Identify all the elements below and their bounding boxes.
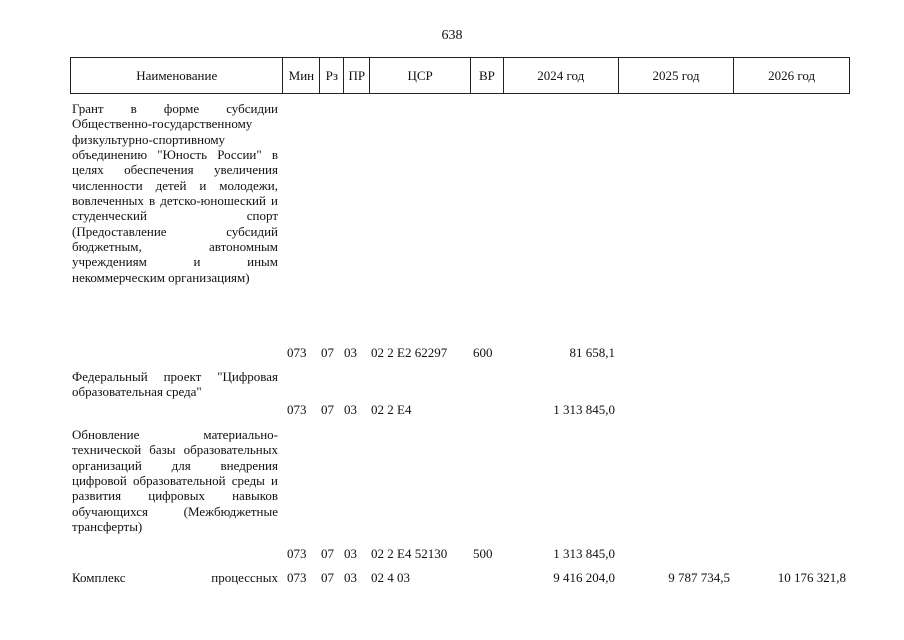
cell-pr: 03 — [344, 402, 357, 417]
row-name: Федеральный проект "Цифровая образовательная среда" — [72, 369, 278, 400]
cell-2024: 1 313 845,0 — [553, 546, 615, 561]
column-header-name: Наименование — [136, 67, 218, 83]
column-header-pr: ПР — [343, 58, 369, 93]
cell-vr: 600 — [473, 345, 493, 360]
cell-csr: 02 2 E2 62297 — [371, 345, 448, 360]
column-header-2025: 2025 год — [618, 58, 734, 93]
cell-2024: 1 313 845,0 — [553, 402, 615, 417]
column-header-2026: 2026 год — [733, 58, 849, 93]
row-codes — [70, 546, 850, 562]
column-header-2024: 2024 год — [503, 58, 618, 93]
row-name: Обновление материально-технической базы образовательных организаций для внедрения цифровой образовательной среды и развития цифровых навыков обучающихся (Межбюджетные трансферты) — [72, 427, 278, 535]
cell-rz: 07 — [321, 402, 334, 417]
row-name: Грант в форме субсидии Общественно-государственному физкультурно-спортивному объединению "Юность России" в целях обеспечения увеличения численности детей и молодежи, вовлеченных в детско-юношеский и студенческий спорт (Предоставление субсидий бюджетным, автономным учреждениям и иным некоммерческим организациям) — [72, 101, 278, 285]
column-header-rz: Рз — [319, 58, 343, 93]
cell-csr: 02 4 03 — [371, 570, 410, 585]
row-codes — [70, 402, 850, 418]
cell-csr: 02 2 E4 52130 — [371, 546, 448, 561]
row-codes — [70, 345, 850, 361]
cell-min: 073 — [287, 570, 307, 585]
column-header-vr: ВР — [470, 58, 503, 93]
cell-2025: 9 787 734,5 — [668, 570, 730, 585]
cell-rz: 07 — [321, 345, 334, 360]
cell-2024: 9 416 204,0 — [553, 570, 615, 585]
cell-csr: 02 2 E4 — [371, 402, 412, 417]
row-name: Комплекс процессных — [72, 570, 278, 585]
table-header — [70, 57, 850, 94]
cell-2024: 81 658,1 — [569, 345, 615, 360]
cell-min: 073 — [287, 345, 307, 360]
column-header-min: Мин — [282, 58, 319, 93]
cell-rz: 07 — [321, 570, 334, 585]
row-codes — [70, 570, 850, 586]
column-header-csr: ЦСР — [369, 58, 470, 93]
cell-min: 073 — [287, 402, 307, 417]
cell-pr: 03 — [344, 570, 357, 585]
cell-min: 073 — [287, 546, 307, 561]
cell-rz: 07 — [321, 546, 334, 561]
cell-pr: 03 — [344, 546, 357, 561]
cell-vr: 500 — [473, 546, 493, 561]
cell-2026: 10 176 321,8 — [777, 570, 846, 585]
cell-pr: 03 — [344, 345, 357, 360]
page-number: 638 — [441, 28, 463, 43]
